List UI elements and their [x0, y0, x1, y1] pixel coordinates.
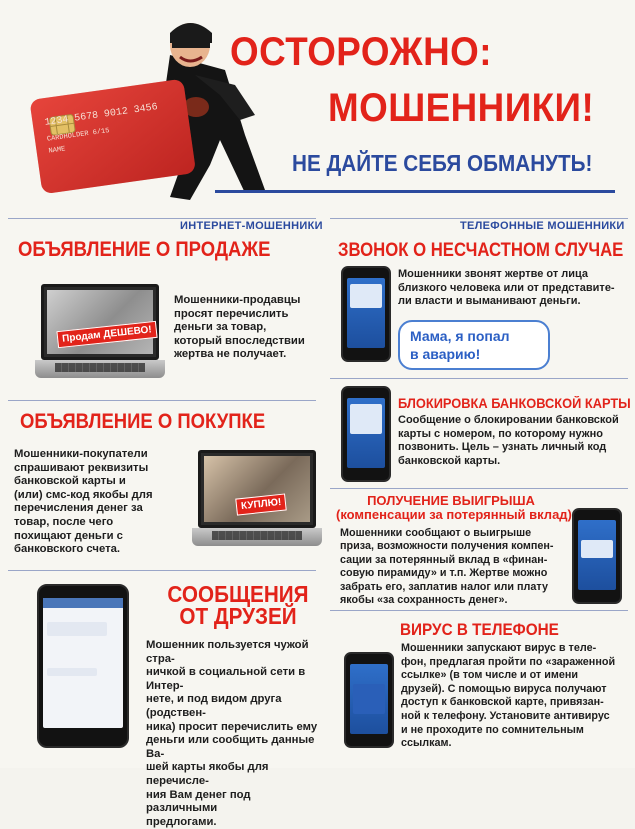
phone-divider — [330, 218, 628, 219]
divider — [330, 488, 628, 489]
text-line: Мошенник пользуется чужой стра- — [146, 639, 309, 665]
text-line: (или) смс-код якобы для — [14, 488, 153, 501]
page-subtitle: НЕ ДАЙТЕ СЕБЯ ОБМАНУТЬ! — [292, 150, 593, 176]
divider — [8, 400, 316, 401]
text-line: Мошенники-продавцы — [174, 294, 301, 306]
text-line: ной к телефону. Установите антивирус — [401, 709, 610, 722]
blocking-text — [398, 414, 630, 468]
text-line: ния Вам денег под различными — [146, 788, 251, 815]
text-line: близкого человека или от представите- — [398, 281, 615, 294]
text-line: спрашивают реквизиты — [14, 461, 149, 474]
divider — [330, 378, 628, 379]
text-line: предлогами. — [146, 815, 217, 828]
text-line: перечисления денег за — [14, 502, 143, 515]
text-line: нете, и под видом друга (родствен- — [146, 693, 282, 719]
prize-title-line-1: ПОЛУЧЕНИЕ ВЫИГРЫША — [367, 493, 535, 508]
header-divider — [215, 190, 615, 193]
virus-title: ВИРУС В ТЕЛЕФОНЕ — [400, 620, 559, 639]
prize-text — [340, 527, 570, 607]
prize-title — [336, 493, 572, 522]
text-line: фон, предлагая пройти по «зараженной — [401, 655, 616, 668]
virus-text — [401, 642, 633, 751]
sale-sticker: Продам ДЕШЕВО! — [56, 321, 157, 348]
sale-text — [174, 294, 314, 362]
card-name: NAME — [48, 145, 66, 156]
purchase-sticker: КУПЛЮ! — [235, 493, 287, 515]
friends-title-line-2: ОТ ДРУЗЕЙ — [179, 603, 297, 629]
text-line: товар, после чего — [14, 515, 114, 528]
text-line: шей карты якобы для перечисле- — [146, 761, 269, 787]
text-line: карты с номером, по которому нужно — [398, 427, 603, 440]
text-line: Мошенники звонят жертве от лица — [398, 268, 589, 280]
sale-title: ОБЪЯВЛЕНИЕ О ПРОДАЖЕ — [18, 238, 271, 261]
internet-divider — [8, 218, 316, 219]
text-line: ничкой в социальной сети в Интер- — [146, 666, 306, 692]
divider — [330, 610, 628, 611]
text-line: и не проходите по сомнительным — [401, 723, 584, 736]
friends-phone-image — [37, 584, 129, 748]
text-line: ссылкам. — [401, 737, 452, 750]
blocking-title: БЛОКИРОВКА БАНКОВСКОЙ КАРТЫ — [398, 396, 631, 411]
accident-title: ЗВОНОК О НЕСЧАСТНОМ СЛУЧАЕ — [338, 240, 624, 261]
purchase-title: ОБЪЯВЛЕНИЕ О ПОКУПКЕ — [20, 410, 266, 433]
accident-text — [398, 268, 628, 309]
purchase-text — [14, 448, 192, 557]
text-line: приза, возможности получения компен- — [340, 540, 554, 553]
text-line: якобы «за сохранность денег». — [340, 594, 508, 607]
text-line: Мошенники сообщают о выигрыше — [340, 527, 532, 539]
text-line: ли власти и выманивают деньги. — [398, 295, 581, 308]
text-line: Сообщение о блокировании банковской — [398, 414, 619, 426]
text-line: доступ к банковской карте, привязан- — [401, 696, 604, 709]
text-line: ссылке» (в том числе и от имени — [401, 669, 578, 682]
blocking-phone-image — [341, 386, 391, 482]
title-line-1: ОСТОРОЖНО: — [230, 30, 492, 74]
text-line: сации за потерянный вклад в «финан- — [340, 553, 548, 566]
text-line: деньги или сообщить данные Ва- — [146, 734, 315, 760]
text-line: банковского счета. — [14, 543, 121, 556]
text-line: который впоследствии — [174, 334, 305, 347]
text-line: ника) просит перечислить ему — [146, 720, 318, 733]
bubble-line-1: Мама, я попал — [410, 328, 510, 344]
bubble-line-2: в аварию! — [410, 346, 481, 362]
card-number: 1234 5678 9012 3456 — [44, 102, 159, 129]
text-line: банковской карты. — [398, 454, 501, 467]
title-line-2: МОШЕННИКИ! — [328, 86, 595, 130]
sale-laptop-image — [35, 284, 165, 382]
accident-speech-bubble — [398, 320, 550, 370]
text-line: позвонить. Цель – узнать личный код — [398, 441, 607, 454]
accident-phone-image — [341, 266, 391, 362]
friends-title-line-1: СООБЩЕНИЯ — [167, 581, 309, 607]
card-date: 6/15 — [92, 127, 111, 138]
text-line: забрать его, заплатив налог или плату — [340, 580, 548, 593]
text-line: деньги за товар, — [174, 321, 267, 334]
text-line: Мошенники запускают вирус в теле- — [401, 642, 597, 654]
purchase-laptop-image — [192, 450, 322, 550]
text-line: банковской карты и — [14, 475, 126, 488]
divider — [8, 570, 316, 571]
text-line: жертва не получает. — [174, 348, 287, 361]
virus-phone-image — [344, 652, 394, 748]
text-line: похищают деньги с — [14, 529, 123, 542]
prize-title-line-2: (компенсации за потерянный вклад) — [336, 507, 572, 522]
prize-phone-image — [572, 508, 622, 604]
text-line: просят перечислить — [174, 307, 289, 320]
text-line: друзей). С помощью вируса получают — [401, 682, 607, 695]
friends-title — [166, 583, 310, 627]
category-phone: ТЕЛЕФОННЫЕ МОШЕННИКИ — [460, 220, 625, 232]
text-line: Мошенники-покупатели — [14, 448, 148, 460]
category-internet: ИНТЕРНЕТ-МОШЕННИКИ — [180, 220, 323, 232]
text-line: совую пирамиду» и т.п. Жертве можно — [340, 567, 548, 580]
friends-text — [146, 639, 324, 829]
card-holder: CARDHOLDER — [46, 129, 90, 144]
